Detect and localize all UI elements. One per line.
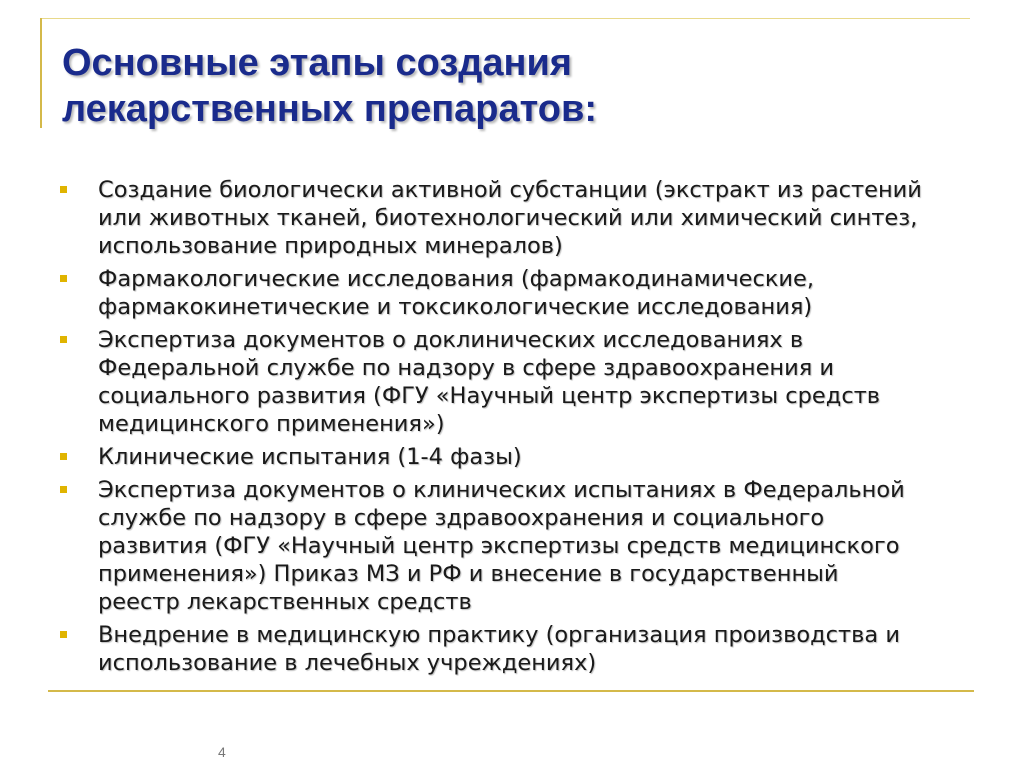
bullet-line: медицинского применения») (98, 411, 445, 437)
bullet-text (98, 176, 968, 260)
bullet-line: реестр лекарственных средств (98, 589, 472, 615)
slide-title-line: Основные этапы создания (62, 42, 572, 84)
bullet-text (98, 476, 968, 616)
square-bullet-icon (60, 453, 67, 460)
square-bullet-icon (60, 486, 67, 493)
bullet-line: фармакокинетические и токсикологические исследования) (98, 294, 813, 320)
bullet-line: службе по надзору в сфере здравоохранения и социального (98, 505, 825, 531)
bullet-item (58, 476, 968, 616)
bullet-line: Клинические испытания (1-4 фазы) (98, 444, 522, 470)
slide-title-line: лекарственных препаратов: (62, 88, 597, 130)
bullet-line: Фармакологические исследования (фармакодинамические, (98, 266, 815, 292)
square-bullet-icon (60, 631, 67, 638)
top-rule (40, 18, 970, 19)
bullet-line: Экспертиза документов о клинических испытаниях в Федеральной (98, 477, 905, 503)
bullet-line: социального развития (ФГУ «Научный центр экспертизы средств (98, 383, 881, 409)
left-accent-rule (40, 18, 42, 128)
bullet-line: применения») Приказ МЗ и РФ и внесение в государственный (98, 561, 839, 587)
bullet-line: использование в лечебных учреждениях) (98, 650, 597, 676)
bullet-line: Создание биологически активной субстанции (экстракт из растений (98, 177, 922, 203)
bullet-item (58, 326, 968, 438)
bullet-line: использование природных минералов) (98, 233, 563, 259)
bullet-line: Экспертиза документов о доклинических исследованиях в (98, 327, 804, 353)
bullet-line: Внедрение в медицинскую практику (организация производства и (98, 622, 900, 648)
square-bullet-icon (60, 275, 67, 282)
square-bullet-icon (60, 336, 67, 343)
bullet-text (98, 443, 968, 471)
bullet-line: или животных тканей, биотехнологический или химический синтез, (98, 205, 918, 231)
bullet-text (98, 326, 968, 438)
bullet-line: Федеральной службе по надзору в сфере здравоохранения и (98, 355, 835, 381)
bullet-text (98, 265, 968, 321)
bullet-line: развития (ФГУ «Научный центр экспертизы средств медицинского (98, 533, 900, 559)
bottom-rule (48, 690, 974, 692)
slide-title (62, 40, 962, 132)
page-number: 4 (218, 744, 226, 760)
bullet-item (58, 265, 968, 321)
bullet-text (98, 621, 968, 677)
bullet-item (58, 621, 968, 677)
bullet-item (58, 443, 968, 471)
bullet-list (58, 176, 968, 682)
bullet-item (58, 176, 968, 260)
square-bullet-icon (60, 186, 67, 193)
